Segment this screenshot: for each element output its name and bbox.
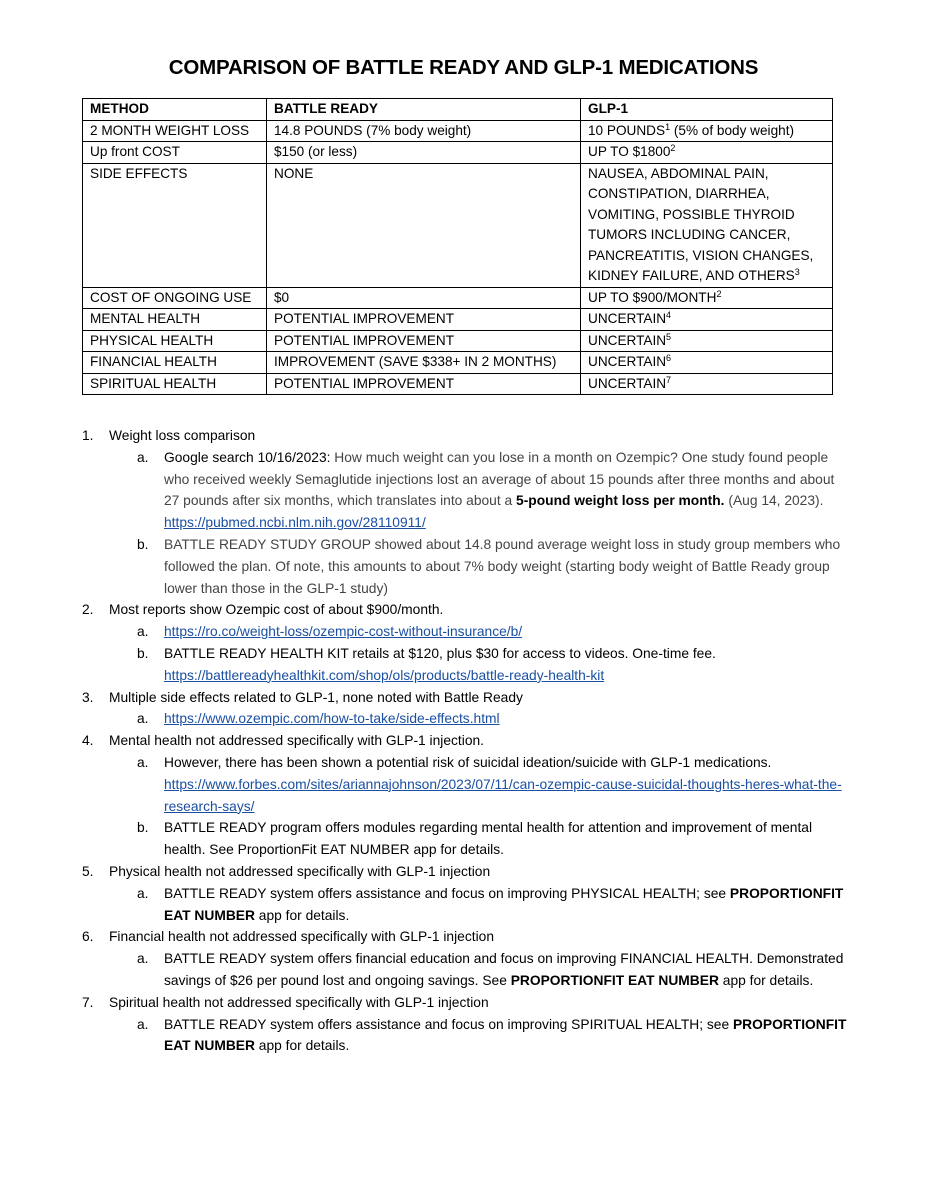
- footnote-heading: Financial health not addressed specifically with GLP-1 injection: [109, 929, 494, 945]
- sub-lead: Google search 10/16/2023:: [164, 449, 331, 465]
- sub-text: BATTLE READY system offers assistance and focus on improving PHYSICAL HEALTH; see: [164, 885, 730, 901]
- sub-bold: PROPORTIONFIT EAT NUMBER: [510, 972, 719, 988]
- footnote-7: [82, 992, 852, 1014]
- glp1-cell: [581, 142, 833, 164]
- battle-ready-cell: POTENTIAL IMPROVEMENT: [267, 330, 581, 352]
- glp1-cell: [581, 287, 833, 309]
- footnote-ref: 2: [670, 143, 676, 153]
- footnote-6: [82, 926, 852, 948]
- reference-link[interactable]: https://ro.co/weight-loss/ozempic-cost-without-insurance/b/: [164, 624, 523, 640]
- battle-ready-cell: POTENTIAL IMPROVEMENT: [267, 373, 581, 395]
- footnote-5a: [82, 883, 852, 927]
- method-cell: MENTAL HEALTH: [83, 309, 267, 331]
- comparison-table: [82, 98, 833, 395]
- glp1-value: UP TO $900/MONTH: [588, 289, 717, 305]
- sub-bold: PROPORTIONFIT EAT NUMBER: [164, 885, 844, 923]
- sub-letter: a.: [137, 711, 149, 727]
- battle-ready-cell: 14.8 POUNDS (7% body weight): [267, 120, 581, 142]
- footnote-heading: Multiple side effects related to GLP-1, none noted with Battle Ready: [109, 689, 523, 705]
- footnote-heading: Most reports show Ozempic cost of about $900/month.: [109, 602, 444, 618]
- table-header-row: [83, 99, 833, 121]
- footnotes-list: [82, 425, 852, 1057]
- glp1-value: UP TO $1800: [588, 144, 671, 159]
- table-row: [83, 309, 833, 331]
- battle-ready-cell: $0: [267, 287, 581, 309]
- sub-letter: a.: [137, 1016, 149, 1032]
- table-row: [83, 163, 833, 287]
- footnote-heading: Physical health not addressed specifically with GLP-1 injection: [109, 863, 491, 879]
- glp1-value-suffix: (5% of body weight): [670, 122, 794, 138]
- method-cell: COST OF ONGOING USE: [83, 287, 267, 309]
- header-method: METHOD: [83, 99, 267, 121]
- glp1-value: 10 POUNDS: [588, 122, 666, 138]
- battle-ready-cell: IMPROVEMENT (SAVE $338+ IN 2 MONTHS): [267, 352, 581, 374]
- footnote-ref: 1: [665, 121, 671, 132]
- glp1-cell: [581, 163, 833, 287]
- footnote-number: 4.: [82, 733, 94, 749]
- header-battle-ready: BATTLE READY: [267, 99, 581, 121]
- method-cell: SPIRITUAL HEALTH: [83, 373, 267, 395]
- footnote-ref: 4: [666, 310, 672, 320]
- footnote-ref: 5: [666, 331, 672, 342]
- glp1-cell: [581, 330, 833, 352]
- footnote-heading: Weight loss comparison: [109, 428, 256, 443]
- footnote-2a: [82, 621, 852, 643]
- footnote-3a: [82, 708, 852, 730]
- footnote-ref: 3: [794, 267, 800, 277]
- sub-tail: app for details.: [254, 907, 350, 923]
- sub-tail: app for details.: [718, 972, 814, 988]
- battle-ready-cell: $150 (or less): [267, 142, 581, 164]
- sub-letter: b.: [137, 820, 149, 836]
- footnote-number: 7.: [82, 994, 94, 1010]
- sub-text: BATTLE READY system offers assistance and focus on improving SPIRITUAL HEALTH; see: [164, 1016, 733, 1032]
- sub-text: BATTLE READY program offers modules regarding mental health for attention and improvement of mental health. See ProportionFit EAT NUMBER app for details.: [164, 820, 813, 858]
- reference-link[interactable]: https://pubmed.ncbi.nlm.nih.gov/28110911/: [164, 515, 426, 531]
- sub-text: BATTLE READY system offers financial education and focus on improving FINANCIAL HEALTH. Demonstrated savings of $26 per pound lost and ongoing savings. See: [164, 951, 844, 988]
- page-title: COMPARISON OF BATTLE READY AND GLP-1 MEDICATIONS: [168, 56, 759, 79]
- footnote-number: 2.: [82, 602, 94, 618]
- sub-text: However, there has been shown a potential risk of suicidal ideation/suicide with GLP-1 medications.: [164, 754, 772, 770]
- glp1-cell: [581, 120, 833, 142]
- sub-letter: a.: [137, 885, 149, 901]
- footnote-4b: [82, 817, 852, 861]
- sub-letter: a.: [137, 754, 149, 770]
- glp1-value: UNCERTAIN: [588, 375, 667, 391]
- method-cell: FINANCIAL HEALTH: [83, 352, 267, 374]
- footnote-4a: [82, 752, 852, 817]
- table-row: [83, 352, 833, 374]
- footnote-3: [82, 687, 852, 709]
- battle-ready-cell: POTENTIAL IMPROVEMENT: [267, 309, 581, 331]
- table-row: [83, 120, 833, 142]
- footnote-1a: [82, 447, 852, 534]
- sub-text: BATTLE READY STUDY GROUP showed about 14.8 pound average weight loss in study group members who followed the plan. Of note, this amounts to about 7% body weight (starting body weight of Battle Ready group lower than those in the GLP-1 study): [164, 536, 841, 596]
- method-cell: PHYSICAL HEALTH: [83, 330, 267, 352]
- footnote-ref: 6: [666, 353, 672, 363]
- sub-text: BATTLE READY HEALTH KIT retails at $120, plus $30 for access to videos. One-time fee.: [164, 645, 716, 661]
- sub-letter: a.: [137, 449, 149, 465]
- footnote-heading: Mental health not addressed specifically with GLP-1 injection.: [109, 733, 485, 749]
- footnote-2b: [82, 643, 852, 687]
- method-cell: 2 MONTH WEIGHT LOSS: [83, 120, 267, 142]
- sub-bold: 5-pound weight loss per month.: [516, 493, 725, 509]
- footnote-heading: Spiritual health not addressed specifically with GLP-1 injection: [109, 994, 489, 1010]
- sub-text: How much weight can you lose in a month on Ozempic? One study found people who received weekly Semaglutide injections lost an average of about 15 pounds after three months and about 27 pounds after six months, which translates into about a: [164, 449, 835, 509]
- glp1-value: NAUSEA, ABDOMINAL PAIN, CONSTIPATION, DIARRHEA, VOMITING, POSSIBLE THYROID TUMORS INCLUDING CANCER, PANCREATITIS, VISION CHANGES, KIDNEY FAILURE, AND OTHERS: [588, 165, 814, 283]
- sub-letter: a.: [137, 624, 149, 640]
- footnote-6a: [82, 948, 852, 992]
- reference-link[interactable]: https://battlereadyhealthkit.com/shop/ols/products/battle-ready-health-kit: [164, 667, 605, 683]
- footnote-5: [82, 861, 852, 883]
- footnote-number: 6.: [82, 929, 94, 945]
- glp1-value: UNCERTAIN: [588, 354, 667, 369]
- table-row: [83, 330, 833, 352]
- table-row: [83, 287, 833, 309]
- sub-letter: b.: [137, 536, 149, 552]
- footnote-number: 5.: [82, 863, 94, 879]
- glp1-cell: [581, 309, 833, 331]
- footnote-4: [82, 730, 852, 752]
- footnote-1b: [82, 534, 852, 599]
- glp1-cell: [581, 373, 833, 395]
- footnote-2: [82, 599, 852, 621]
- footnote-ref: 2: [716, 288, 722, 299]
- reference-link[interactable]: https://www.forbes.com/sites/ariannajohnson/2023/07/11/can-ozempic-cause-suicidal-thoughts-heres-what-the-research-says/: [164, 776, 842, 814]
- glp1-value: UNCERTAIN: [588, 311, 667, 326]
- method-cell: SIDE EFFECTS: [83, 163, 267, 287]
- sub-tail: (Aug 14, 2023).: [724, 493, 824, 509]
- header-glp1: GLP-1: [581, 99, 833, 121]
- reference-link[interactable]: https://www.ozempic.com/how-to-take/side-effects.html: [164, 711, 500, 727]
- sub-letter: a.: [137, 951, 149, 967]
- footnote-1: [82, 425, 852, 447]
- footnote-number: 1.: [82, 428, 94, 443]
- sub-bold: PROPORTIONFIT EAT NUMBER: [164, 1016, 847, 1054]
- footnote-ref: 7: [666, 374, 672, 385]
- footnote-7a: [82, 1014, 852, 1058]
- sub-letter: b.: [137, 645, 149, 661]
- table-row: [83, 142, 833, 164]
- footnote-number: 3.: [82, 689, 94, 705]
- table-row: [83, 373, 833, 395]
- sub-tail: app for details.: [254, 1038, 350, 1054]
- battle-ready-cell: NONE: [267, 163, 581, 287]
- glp1-cell: [581, 352, 833, 374]
- glp1-value: UNCERTAIN: [588, 332, 667, 348]
- method-cell: Up front COST: [83, 142, 267, 164]
